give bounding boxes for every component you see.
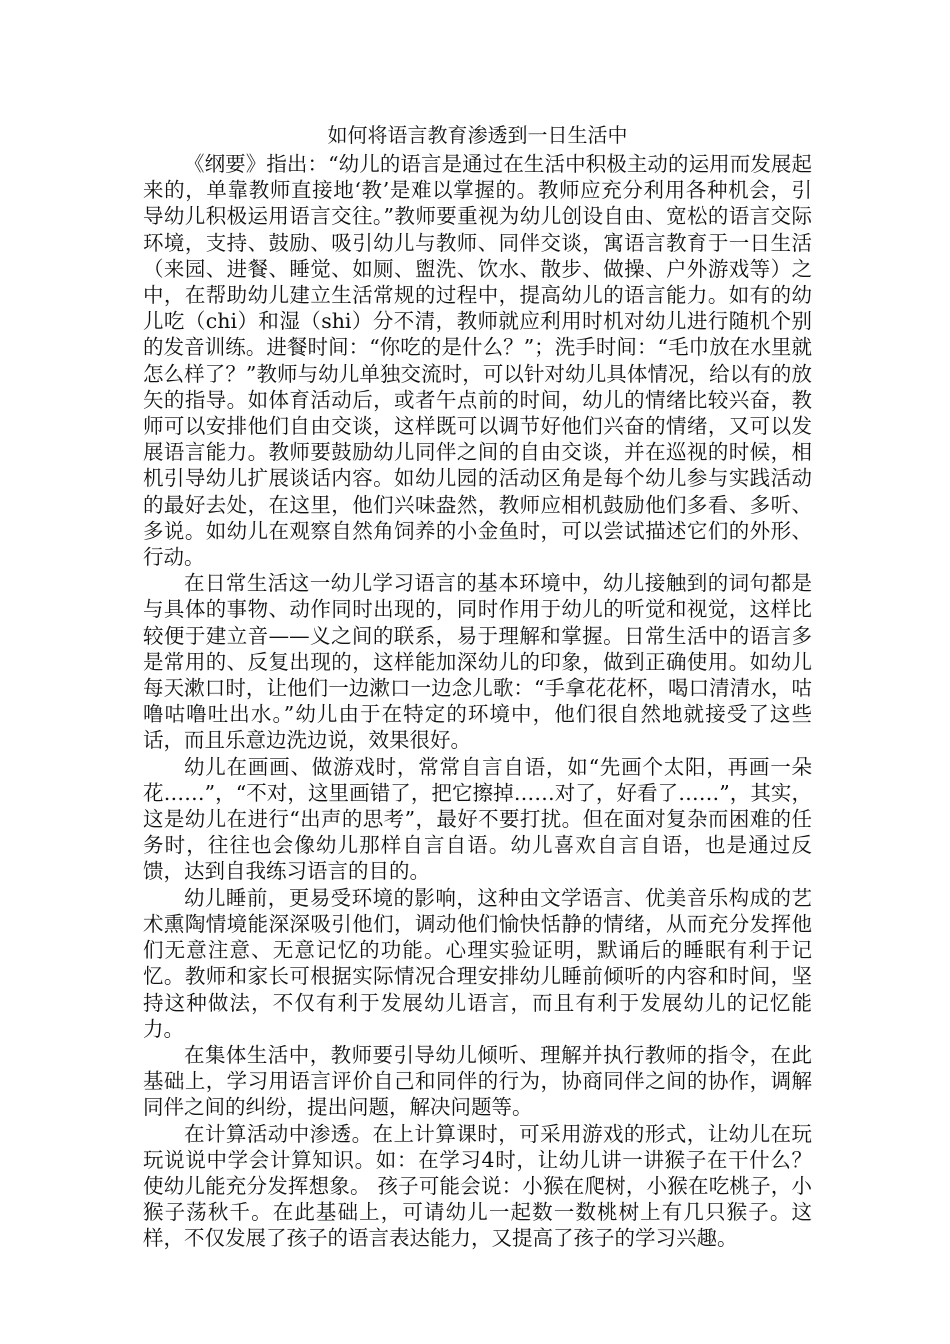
document-page <box>143 121 812 1252</box>
paragraph-5: 在集体生活中，教师要引导幼儿倾听、理解并执行教师的指令，在此基础上，学习用语言评价自己和同伴的行为，协商同伴之间的协作，调解同伴之间的纠纷，提出问题，解决问题等。 <box>143 1042 812 1120</box>
paragraph-1: 《纲要》指出：“幼儿的语言是通过在生活中积极主动的运用而发展起来的，单靠教师直接地‘教’是难以掌握的。教师应充分利用各种机会，引导幼儿积极运用语言交往。”教师要重视为幼儿创设自由、宽松的语言交际环境，支持、鼓励、吸引幼儿与教师、同伴交谈，寓语言教育于一日生活（来园、进餐、睡觉、如厕、盥洗、饮水、散步、做操、户外游戏等）之中，在帮助幼儿建立生活常规的过程中，提高幼儿的语言能力。如有的幼儿吃（chi）和湿（shi）分不清，教师就应利用时机对幼儿进行随机个别的发音训练。进餐时间：“你吃的是什么？”；洗手时间：“毛巾放在水里就怎么样了？”教师与幼儿单独交流时，可以针对幼儿具体情况，给以有的放矢的指导。如体育活动后，或者午点前的时间，幼儿的情绪比较兴奋，教师可以安排他们自由交谈，这样既可以调节好他们兴奋的情绪，又可以发展语言能力。教师要鼓励幼儿同伴之间的自由交谈，并在巡视的时候，相机引导幼儿扩展谈话内容。如幼儿园的活动区角是每个幼儿参与实践活动的最好去处，在这里，他们兴味盎然，教师应相机鼓励他们多看、多听、多说。如幼儿在观察自然角饲养的小金鱼时，可以尝试描述它们的外形、行动。 <box>143 152 812 570</box>
paragraph-2: 在日常生活这一幼儿学习语言的基本环境中，幼儿接触到的词句都是与具体的事物、动作同时出现的，同时作用于幼儿的听觉和视觉，这样比较便于建立音——义之间的联系，易于理解和掌握。日常生活中的语言多是常用的、反复出现的，这样能加深幼儿的印象，做到正确使用。如幼儿每天漱口时，让他们一边漱口一边念儿歌：“手拿花花杯，喝口清清水，咕噜咕噜吐出水。”幼儿由于在特定的环境中，他们很自然地就接受了这些话，而且乐意边洗边说，效果很好。 <box>143 571 812 753</box>
document-title: 如何将语言教育渗透到一日生活中 <box>327 123 628 147</box>
paragraph-4: 幼儿睡前，更易受环境的影响，这种由文学语言、优美音乐构成的艺术熏陶情境能深深吸引他们，调动他们愉快恬静的情绪，从而充分发挥他们无意注意、无意记忆的功能。心理实验证明，默诵后的睡眠有利于记忆。教师和家长可根据实际情况合理安排幼儿睡前倾听的内容和时间，坚持这种做法，不仅有利于发展幼儿语言，而且有利于发展幼儿的记忆能力。 <box>143 885 812 1041</box>
paragraph-6: 在计算活动中渗透。在上计算课时，可采用游戏的形式，让幼儿在玩玩说说中学会计算知识。如：在学习4时，让幼儿讲一讲猴子在干什么？使幼儿能充分发挥想象。 孩子可能会说：小猴在爬树，小猴在吃桃子，小猴子荡秋千。在此基础上，可请幼儿一起数一数桃树上有几只猴子。这样，不仅发展了孩子的语言表达能力，又提高了孩子的学习兴趣。 <box>143 1121 812 1251</box>
paragraph-3: 幼儿在画画、做游戏时，常常自言自语，如“先画个太阳，再画一朵花……”，“不对，这里画错了，把它擦掉……对了，好看了……”，其实，这是幼儿在进行“出声的思考”，最好不要打扰。但在面对复杂而困难的任务时，往往也会像幼儿那样自言自语。幼儿喜欢自言自语，也是通过反馈，达到自我练习语言的目的。 <box>143 754 812 884</box>
